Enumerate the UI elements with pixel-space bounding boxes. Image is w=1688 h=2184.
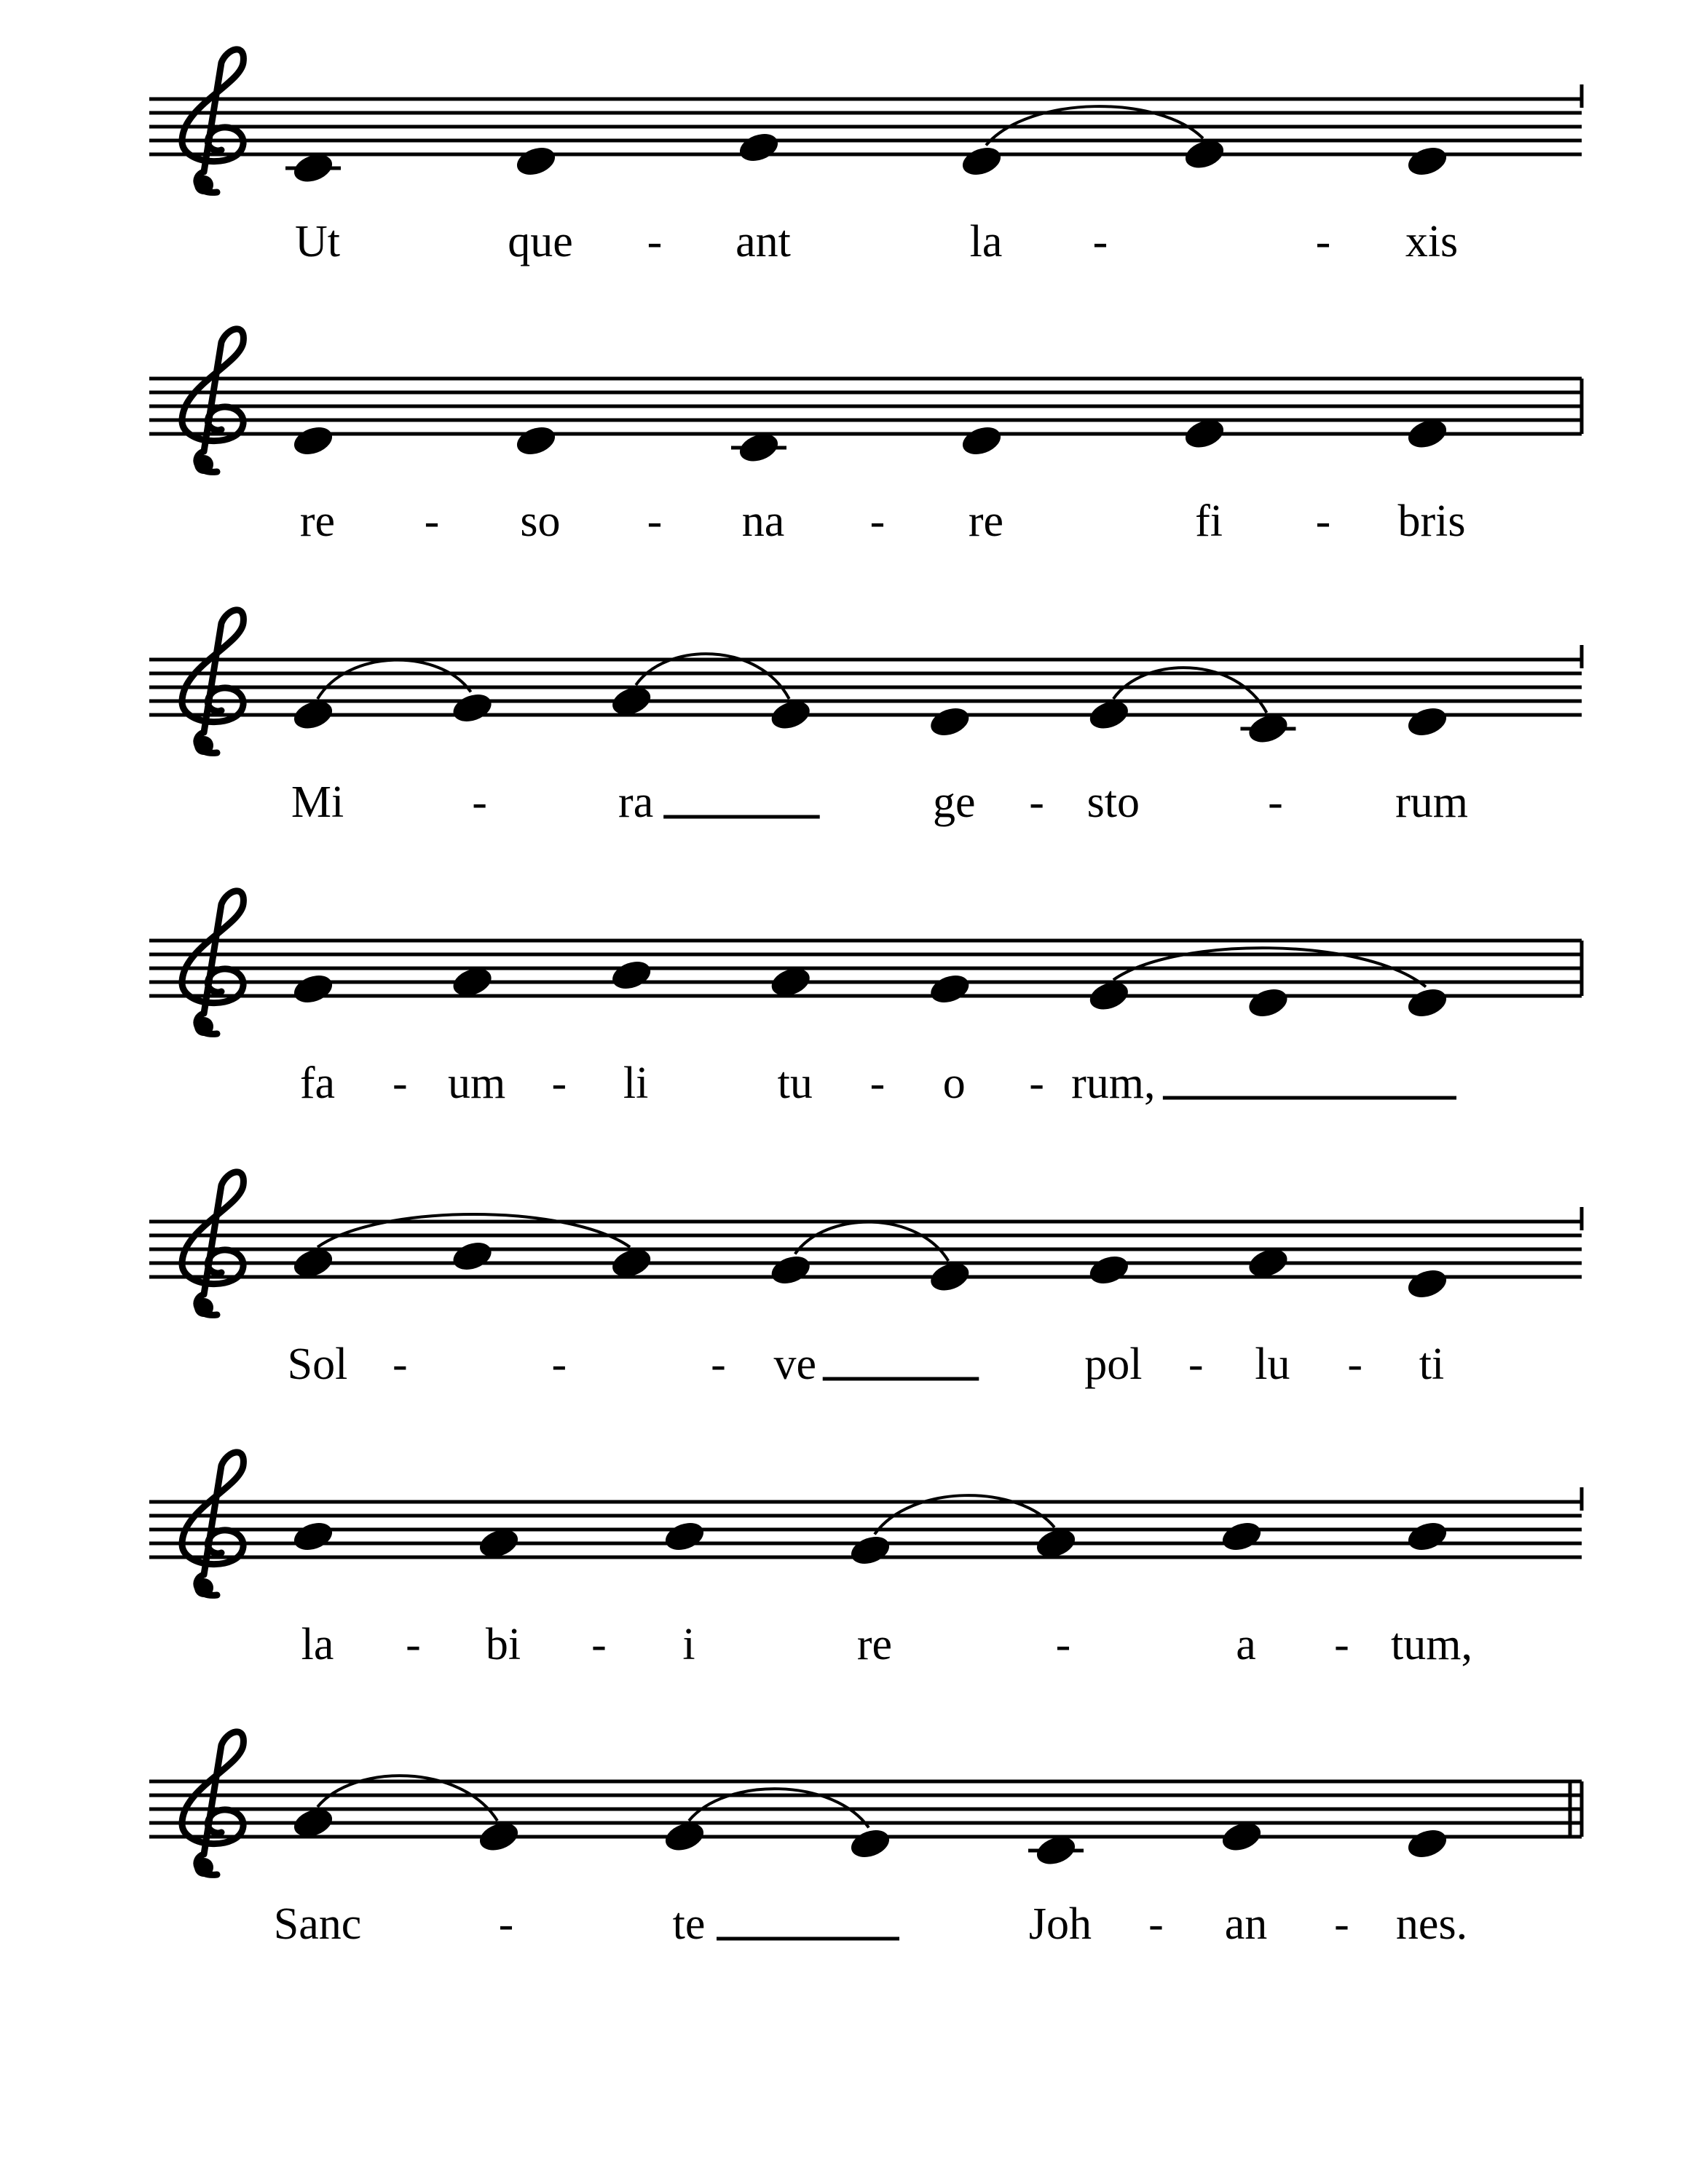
note-head-F4 bbox=[848, 1532, 893, 1568]
lyric-syllable: tum, bbox=[1391, 1620, 1472, 1669]
note-head-F4 bbox=[449, 689, 494, 726]
lyric-syllable: Sol bbox=[287, 1340, 348, 1389]
lyric-syllable: ve bbox=[773, 1340, 816, 1389]
lyric-syllable: re bbox=[968, 496, 1004, 546]
lyric-hyphen: - bbox=[1029, 778, 1044, 827]
clef-dot bbox=[194, 1298, 213, 1317]
clef-dot bbox=[194, 736, 213, 755]
lyric-syllable: xis bbox=[1405, 217, 1459, 266]
lyric-hyphen: - bbox=[869, 496, 886, 546]
note-head-D4 bbox=[1405, 143, 1450, 179]
note-head-F4 bbox=[768, 1251, 813, 1288]
lyric-hyphen: - bbox=[1029, 1059, 1044, 1108]
lyric-hyphen: - bbox=[711, 1340, 726, 1389]
lyric-hyphen: - bbox=[1347, 1340, 1363, 1389]
clef-dot bbox=[194, 175, 213, 194]
clef-dot bbox=[194, 1858, 213, 1877]
staff-system bbox=[149, 891, 1582, 1108]
lyric-hyphen: - bbox=[1188, 1340, 1204, 1389]
lyric-hyphen: - bbox=[1334, 1620, 1349, 1669]
note-head-A4 bbox=[291, 1518, 336, 1554]
note-head-A4 bbox=[1219, 1518, 1264, 1554]
treble-clef-icon bbox=[182, 329, 243, 474]
lyric-hyphen: - bbox=[647, 496, 663, 546]
staff-system bbox=[149, 1732, 1582, 1949]
lyric-syllable: la bbox=[301, 1620, 334, 1669]
lyric-hyphen: - bbox=[1334, 1899, 1349, 1949]
lyric-syllable: Joh bbox=[1028, 1899, 1092, 1949]
staff-system bbox=[149, 610, 1582, 827]
note-head-D4 bbox=[848, 1825, 893, 1861]
lyric-syllable: nes. bbox=[1395, 1899, 1468, 1949]
lyric-syllable: re bbox=[299, 496, 336, 546]
lyric-hyphen: - bbox=[1148, 1899, 1164, 1949]
note-head-D4 bbox=[291, 422, 336, 459]
slur bbox=[318, 660, 471, 699]
lyric-syllable: te bbox=[672, 1899, 706, 1949]
lyric-hyphen: - bbox=[647, 217, 663, 266]
lyric-syllable: o bbox=[942, 1059, 966, 1108]
note-head-F4 bbox=[736, 129, 781, 165]
lyric-hyphen: - bbox=[1268, 778, 1283, 827]
staff-system bbox=[149, 329, 1582, 546]
lyric-syllable: Mi bbox=[291, 778, 344, 827]
lyric-hyphen: - bbox=[472, 778, 487, 827]
lyric-syllable: tu bbox=[777, 1059, 813, 1108]
lyric-syllable: re bbox=[856, 1620, 893, 1669]
note-head-D4 bbox=[959, 422, 1004, 459]
lyric-hyphen: - bbox=[551, 1340, 567, 1389]
lyric-hyphen: - bbox=[1055, 1620, 1071, 1669]
lyric-syllable: li bbox=[623, 1059, 649, 1108]
treble-clef-icon bbox=[182, 610, 243, 755]
treble-clef-icon bbox=[182, 1732, 243, 1877]
note-head-D4 bbox=[1405, 703, 1450, 740]
staff-system bbox=[149, 50, 1582, 266]
staff-system bbox=[149, 1452, 1582, 1669]
clef-dot bbox=[194, 1578, 213, 1597]
lyric-hyphen: - bbox=[1315, 496, 1331, 546]
note-head-D4 bbox=[927, 703, 972, 740]
note-head-D4 bbox=[959, 143, 1004, 179]
lyric-hyphen: - bbox=[551, 1059, 567, 1108]
lyric-syllable: la bbox=[969, 217, 1003, 266]
lyric-syllable: que bbox=[508, 217, 573, 266]
note-head-F4 bbox=[927, 970, 972, 1007]
slur bbox=[318, 1214, 630, 1247]
lyric-syllable: rum, bbox=[1071, 1059, 1156, 1108]
lyric-syllable: pol bbox=[1084, 1340, 1143, 1389]
note-head-D4 bbox=[1405, 984, 1450, 1021]
staff-system bbox=[149, 1172, 1582, 1389]
lyric-hyphen: - bbox=[392, 1059, 408, 1108]
note-head-D4 bbox=[1405, 1265, 1450, 1302]
note-head-D4 bbox=[1245, 984, 1290, 1021]
lyric-syllable: bris bbox=[1397, 496, 1466, 546]
lyric-syllable: bi bbox=[485, 1620, 521, 1669]
lyric-hyphen: - bbox=[1315, 217, 1331, 266]
lyric-syllable: rum bbox=[1395, 778, 1468, 827]
note-head-D4 bbox=[1405, 1825, 1450, 1861]
lyric-hyphen: - bbox=[869, 1059, 886, 1108]
lyric-syllable: ra bbox=[618, 778, 654, 827]
clef-dot bbox=[194, 1017, 213, 1036]
note-head-D4 bbox=[513, 422, 559, 459]
lyric-syllable: an bbox=[1224, 1899, 1268, 1949]
lyric-syllable: ge bbox=[933, 778, 976, 827]
lyric-syllable: ti bbox=[1419, 1340, 1445, 1389]
lyric-syllable: fa bbox=[299, 1059, 336, 1108]
note-head-A4 bbox=[449, 1238, 494, 1274]
lyric-hyphen: - bbox=[392, 1340, 408, 1389]
lyric-syllable: um bbox=[447, 1059, 506, 1108]
slur bbox=[795, 1222, 949, 1261]
lyric-syllable: a bbox=[1236, 1620, 1256, 1669]
note-head-F4 bbox=[291, 970, 336, 1007]
clef-dot bbox=[194, 455, 213, 474]
treble-clef-icon bbox=[182, 1452, 243, 1597]
lyric-syllable: ant bbox=[735, 217, 791, 266]
lyric-syllable: fi bbox=[1195, 496, 1223, 546]
lyric-syllable: so bbox=[520, 496, 561, 546]
treble-clef-icon bbox=[182, 50, 243, 194]
lyric-hyphen: - bbox=[591, 1620, 607, 1669]
note-head-A4 bbox=[609, 957, 654, 993]
lyric-syllable: lu bbox=[1255, 1340, 1290, 1389]
lyric-syllable: Ut bbox=[295, 217, 340, 266]
note-head-A4 bbox=[662, 1518, 707, 1554]
lyric-hyphen: - bbox=[1092, 217, 1108, 266]
treble-clef-icon bbox=[182, 1172, 243, 1317]
lyric-syllable: sto bbox=[1086, 778, 1140, 827]
lyric-hyphen: - bbox=[424, 496, 440, 546]
lyric-hyphen: - bbox=[406, 1620, 421, 1669]
lyric-syllable: i bbox=[682, 1620, 695, 1669]
lyric-syllable: na bbox=[741, 496, 785, 546]
treble-clef-icon bbox=[182, 891, 243, 1036]
note-head-D4 bbox=[513, 143, 559, 179]
lyric-hyphen: - bbox=[498, 1899, 514, 1949]
note-head-A4 bbox=[1405, 1518, 1450, 1554]
lyric-syllable: Sanc bbox=[273, 1899, 362, 1949]
note-head-F4 bbox=[1086, 1251, 1132, 1288]
